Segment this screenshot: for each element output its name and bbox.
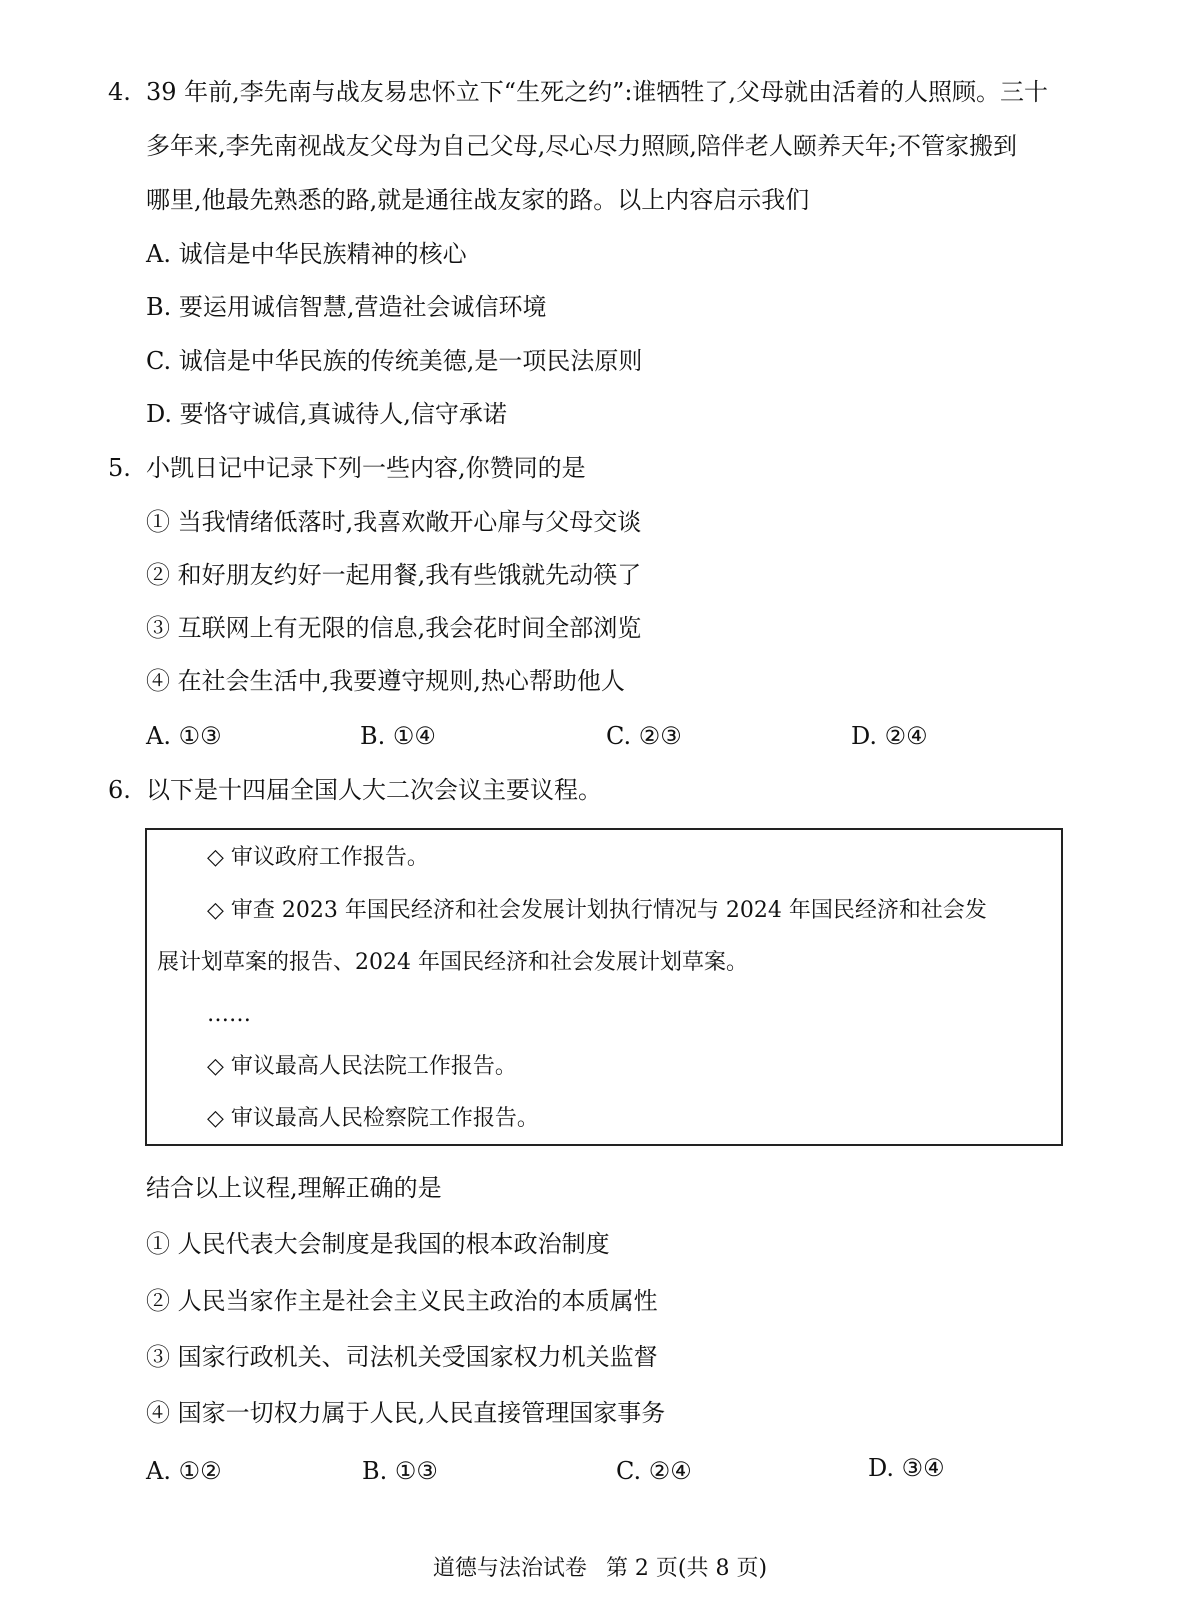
question-6-item-4: ④ 国家一切权力属于人民,人民直接管理国家事务 (146, 1399, 666, 1427)
question-5-number: 5. (108, 454, 131, 482)
question-4-option-a: A. 诚信是中华民族精神的核心 (146, 240, 467, 268)
question-4-line-3: 哪里,他最先熟悉的路,就是通往战友家的路。以上内容启示我们 (146, 186, 810, 214)
page-footer (0, 1554, 1200, 1584)
question-4-line-2: 多年来,李先南视战友父母为自己父母,尽心尽力照顾,陪伴老人颐养天年;不管家搬到 (146, 132, 1017, 160)
agenda-item-3: ◇ 审议最高人民法院工作报告。 (207, 1054, 517, 1079)
agenda-box (145, 828, 1063, 1146)
question-6-choice-a: A. ①② (146, 1457, 222, 1485)
question-6-item-3: ③ 国家行政机关、司法机关受国家权力机关监督 (146, 1343, 658, 1371)
question-5-choice-b: B. ①④ (360, 722, 436, 750)
question-5-choice-c: C. ②③ (606, 722, 682, 750)
question-6-item-2: ② 人民当家作主是社会主义民主政治的本质属性 (146, 1287, 658, 1315)
agenda-item-4: ◇ 审议最高人民检察院工作报告。 (207, 1106, 539, 1131)
question-4-option-b: B. 要运用诚信智慧,营造社会诚信环境 (146, 293, 547, 321)
agenda-ellipsis: …… (207, 1002, 251, 1027)
question-5-stem: 小凯日记中记录下列一些内容,你赞同的是 (146, 454, 586, 482)
question-5-item-2: ② 和好朋友约好一起用餐,我有些饿就先动筷了 (146, 561, 642, 589)
question-5-choice-a: A. ①③ (146, 722, 222, 750)
question-6-choice-b: B. ①③ (362, 1457, 438, 1485)
footer-page-number: 第 2 页(共 8 页) (605, 1556, 768, 1581)
agenda-item-1: ◇ 审议政府工作报告。 (207, 845, 429, 870)
question-4-line-1: 39 年前,李先南与战友易忠怀立下“生死之约”:谁牺牲了,父母就由活着的人照顾。三十 (146, 78, 1049, 106)
question-5-item-1: ① 当我情绪低落时,我喜欢敞开心扉与父母交谈 (146, 508, 642, 536)
footer-subject: 道德与法治试卷 (432, 1556, 587, 1581)
question-5-choice-d: D. ②④ (851, 722, 928, 750)
question-4-option-d: D. 要恪守诚信,真诚待人,信守承诺 (146, 400, 507, 428)
question-6-stem: 以下是十四届全国人大二次会议主要议程。 (146, 776, 602, 804)
question-6-number: 6. (108, 776, 131, 804)
question-6-choice-c: C. ②④ (616, 1457, 692, 1485)
question-4-option-c: C. 诚信是中华民族的传统美德,是一项民法原则 (146, 347, 643, 375)
question-6-item-1: ① 人民代表大会制度是我国的根本政治制度 (146, 1230, 610, 1258)
question-6-prompt: 结合以上议程,理解正确的是 (146, 1174, 442, 1202)
question-5-item-3: ③ 互联网上有无限的信息,我会花时间全部浏览 (146, 614, 642, 642)
question-4-number: 4. (108, 78, 131, 106)
agenda-item-2: ◇ 审查 2023 年国民经济和社会发展计划执行情况与 2024 年国民经济和社会发 (207, 898, 987, 923)
agenda-item-2-continued: 展计划草案的报告、2024 年国民经济和社会发展计划草案。 (157, 950, 748, 975)
question-6-choice-d: D. ③④ (868, 1454, 945, 1482)
question-5-item-4: ④ 在社会生活中,我要遵守规则,热心帮助他人 (146, 667, 625, 695)
